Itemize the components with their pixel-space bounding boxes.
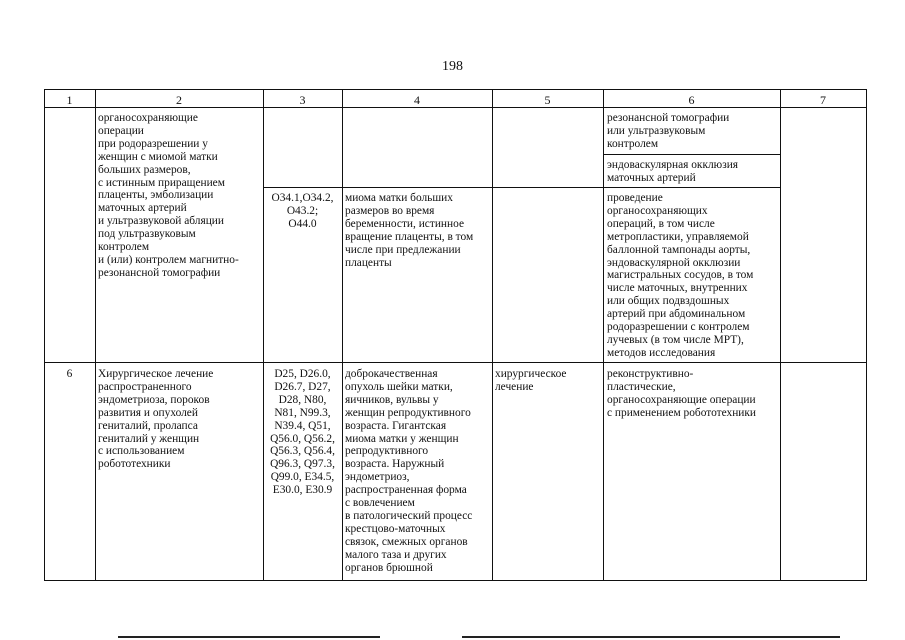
row6-icd-codes-cell: D25, D26.0, D26.7, D27, D28, N80, N81, N99.3, N39.4, Q51, Q56.0, Q56.2, Q56.3, Q56.4, Q96.3, Q97.3, Q99.0, E34.5, E30.0, E30.9 [270, 368, 335, 497]
col-border-7 [866, 89, 867, 581]
table-top-border [44, 89, 867, 90]
cont-diagnosis-cell: миома матки больших размеров во время беременности, истинное вращение плаценты, в том числе при предлежании плаценты [345, 192, 474, 269]
scan-bottom-rule-right [462, 636, 840, 638]
cont-treatment-cell-c: проведение органосохраняющих операций, в том числе метропластики, управляемой баллонной тампонады аорты, эндоваскулярной окклюзии магистральных сосудов, в том числе маточных, внутренних или общих подвздошных артерий при абдоминальном родоразрешении с контролем лучевых (в том числе МРТ), методов исследования [607, 192, 754, 359]
cont-method-cell: органосохраняющие операции при родоразрешении у женщин с миомой матки больших размеров, с истинным приращением плаценты, эмболизации маточных артерий и ультразвуковой абляции под ультразвуковым контролем и (или) контролем магнитно- резонансной томографии [98, 112, 239, 279]
row6-treatment-type-cell: хирургическое лечение [495, 368, 567, 393]
col-border-2 [263, 89, 264, 581]
header-col-6: 6 [688, 93, 695, 107]
row-divider [44, 362, 867, 363]
header-col-7: 7 [820, 93, 826, 107]
row6-method-cell: Хирургическое лечение распространенного эндометриоза, пороков развития и опухолей гениталий, пролапса гениталий у женщин с использованием робототехники [98, 368, 214, 471]
col-border-0 [44, 89, 45, 581]
header-col-1: 1 [66, 93, 73, 107]
row6-method-description-cell: реконструктивно- пластические, органосохраняющие операции с применением робототехники [607, 368, 757, 419]
cont-icd-codes-cell: O34.1,O34.2, O43.2; O44.0 [271, 192, 334, 230]
col-border-6 [780, 89, 781, 581]
cont-treatment-cell-b: эндоваскулярная окклюзия маточных артерий [607, 159, 739, 184]
row6-number-cell: 6 [66, 368, 73, 380]
header-col-3: 3 [299, 93, 306, 107]
subrow-divider-col3-6 [263, 187, 780, 188]
col-border-4 [492, 89, 493, 581]
scan-bottom-rule-left [118, 636, 380, 638]
cont-treatment-cell-a: резонансной томографии или ультразвуковым контролем [607, 112, 730, 150]
header-col-5: 5 [544, 93, 551, 107]
header-col-4: 4 [414, 93, 420, 107]
header-col-2: 2 [176, 93, 182, 107]
col-border-5 [603, 89, 604, 581]
subrow-divider-col6 [603, 154, 780, 155]
page-number: 198 [442, 59, 463, 74]
table-bottom-border [44, 580, 867, 581]
col-border-1 [95, 89, 96, 581]
col-border-3 [342, 89, 343, 581]
row6-diagnosis-cell: доброкачественная опухоль шейки матки, яичников, вульвы у женщин репродуктивного возраста. Гигантская миома матки у женщин репродуктивного возраста. Наружный эндометриоз, распространенная форма с вовлечением в патологический процесс крестцово-маточных связок, смежных органов малого таза и других органов брюшной [345, 368, 473, 574]
